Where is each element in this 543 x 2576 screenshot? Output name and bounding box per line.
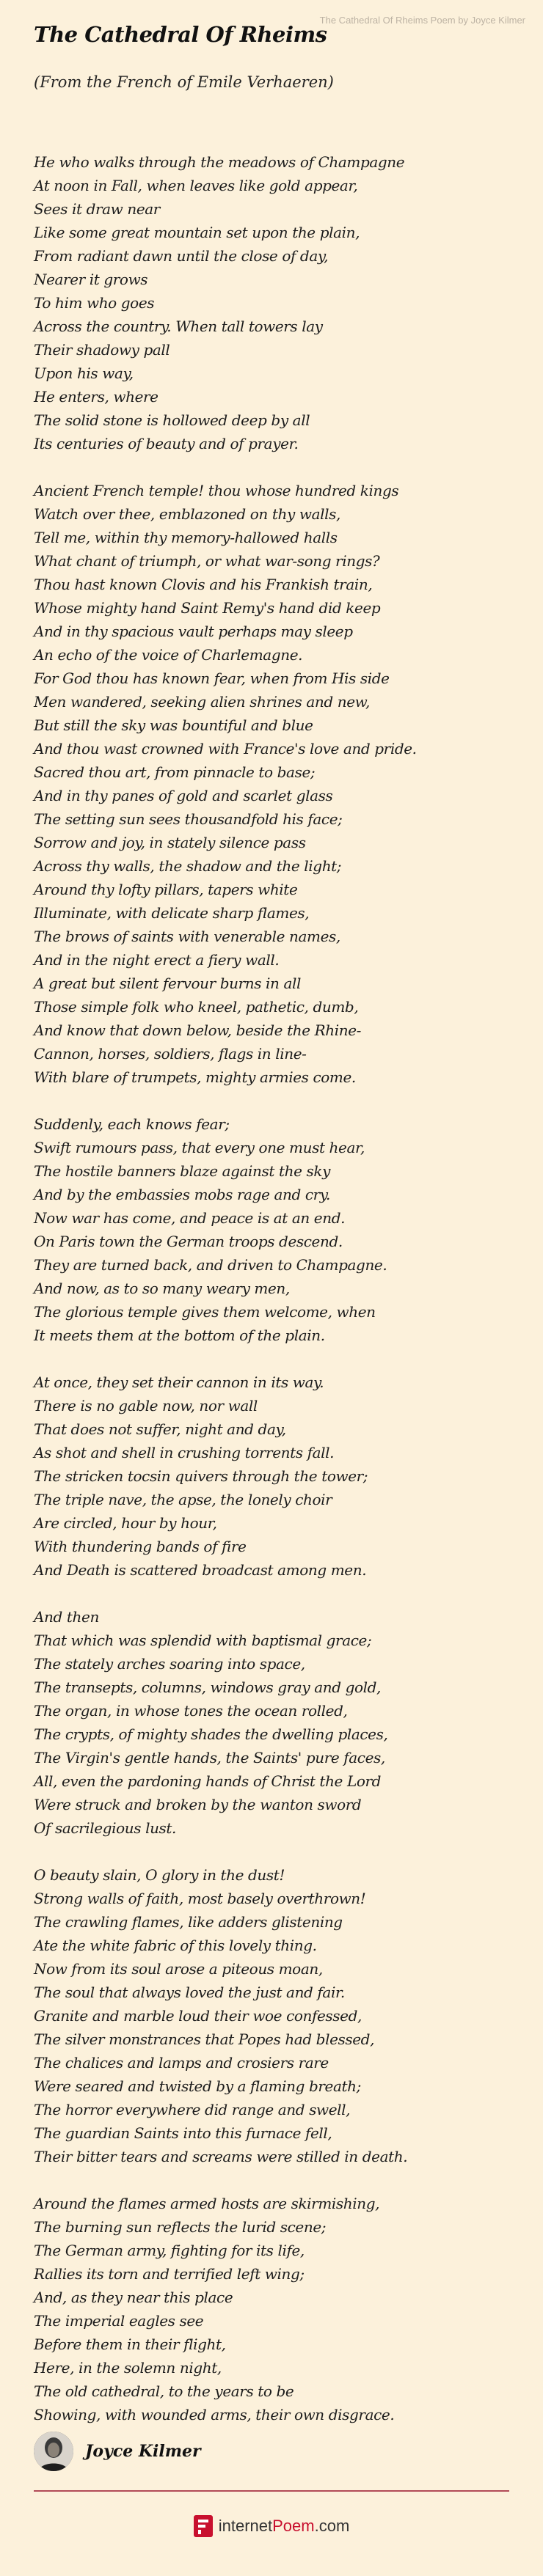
poem-line: Now from its soul arose a piteous moan, — [34, 1960, 323, 1978]
poem-line: The German army, fighting for its life, — [34, 2242, 305, 2259]
poem-line: From radiant dawn until the close of day, — [34, 247, 329, 265]
poem-line: And in thy panes of gold and scarlet glass — [34, 787, 333, 804]
poem-line: Upon his way, — [34, 364, 134, 382]
poem-line: An echo of the voice of Charlemagne. — [34, 646, 303, 664]
poem-line: And know that down below, beside the Rhine- — [34, 1021, 361, 1039]
poem-line: The old cathedral, to the years to be — [34, 2382, 294, 2400]
footer-divider — [34, 2490, 509, 2492]
poem-line: Around the flames armed hosts are skirmishing, — [34, 2195, 380, 2212]
poem-stanza — [34, 1605, 518, 1840]
poem-line: Illuminate, with delicate sharp flames, — [34, 904, 310, 922]
page-meta-title: The Cathedral Of Rheims Poem by Joyce Kilmer — [319, 15, 525, 26]
author-avatar[interactable] — [34, 2432, 73, 2471]
author-name[interactable]: Joyce Kilmer — [85, 2442, 201, 2461]
poem-line: Sees it draw near — [34, 200, 160, 218]
poem-line: And in the night erect a fiery wall. — [34, 951, 280, 969]
poem-line: The soul that always loved the just and fair. — [34, 1984, 345, 2001]
poem-line: Across the country. When tall towers lay — [34, 318, 323, 335]
poem-stanza — [34, 2192, 518, 2426]
poem-line: Ate the white fabric of this lovely thing. — [34, 1937, 317, 1954]
poem-line: The transepts, columns, windows gray and gold, — [34, 1678, 381, 1696]
poem-line: Were struck and broken by the wanton sword — [34, 1796, 362, 1813]
brand-suffix: .com — [314, 2517, 350, 2535]
poem-line: He who walks through the meadows of Champagne — [34, 153, 405, 171]
poem-line: Their bitter tears and screams were stilled in death. — [34, 2148, 408, 2165]
poem-line: The silver monstrances that Popes had blessed, — [34, 2030, 375, 2048]
poem-line: The triple nave, the apse, the lonely choir — [34, 1491, 332, 1508]
poem-line: A great but silent fervour burns in all — [34, 975, 301, 992]
poem-line: The stricken tocsin quivers through the tower; — [34, 1467, 368, 1485]
author-portrait-icon — [34, 2432, 73, 2471]
poem-line: The hostile banners blaze against the sky — [34, 1162, 330, 1180]
poem-line: The chalices and lamps and crosiers rare — [34, 2054, 329, 2072]
poem-line: The crawling flames, like adders glistening — [34, 1913, 343, 1931]
poem-line: All, even the pardoning hands of Christ the Lord — [34, 1772, 382, 1790]
poem-line: Were seared and twisted by a flaming breath; — [34, 2077, 361, 2095]
poem-line: At once, they set their cannon in its way. — [34, 1373, 324, 1391]
poem-line: There is no gable now, nor wall — [34, 1397, 258, 1414]
poem-line: As shot and shell in crushing torrents fall. — [34, 1444, 335, 1461]
poem-line: On Paris town the German troops descend. — [34, 1233, 343, 1250]
poem-line: Rallies its torn and terrified left wing; — [34, 2265, 305, 2283]
poem-line: But still the sky was bountiful and blue — [34, 716, 313, 734]
poem-title: The Cathedral Of Rheims — [34, 22, 327, 47]
poem-line: Those simple folk who kneel, pathetic, dumb, — [34, 998, 359, 1016]
poem-line: O beauty slain, O glory in the dust! — [34, 1866, 285, 1884]
poem-line: That which was splendid with baptismal grace; — [34, 1632, 372, 1649]
poem-line: And Death is scattered broadcast among men. — [34, 1561, 367, 1579]
poem-line: Thou hast known Clovis and his Frankish train, — [34, 576, 373, 593]
poem-line: Showing, with wounded arms, their own disgrace. — [34, 2406, 395, 2423]
site-brand[interactable] — [0, 2515, 543, 2537]
poem-line: Suddenly, each knows fear; — [34, 1115, 230, 1133]
poem-line: Here, in the solemn night, — [34, 2359, 222, 2377]
poem-line: Tell me, within thy memory-hallowed halls — [34, 529, 338, 546]
poem-line: And thou wast crowned with France's love and pride. — [34, 740, 417, 757]
poem-line: Its centuries of beauty and of prayer. — [34, 435, 299, 452]
poem-line: The solid stone is hollowed deep by all — [34, 411, 310, 429]
poem-line: The imperial eagles see — [34, 2312, 204, 2330]
poem-line: The organ, in whose tones the ocean rolled, — [34, 1702, 348, 1720]
poem-line: Now war has come, and peace is at an end. — [34, 1209, 346, 1227]
poem-line: For God thou has known fear, when from His side — [34, 669, 390, 687]
poem-line: And in thy spacious vault perhaps may sleep — [34, 623, 353, 640]
poem-line: That does not suffer, night and day, — [34, 1420, 286, 1438]
poem-line: Swift rumours pass, that every one must hear, — [34, 1139, 365, 1156]
poem-line: At noon in Fall, when leaves like gold appear, — [34, 177, 358, 194]
poem-line: What chant of triumph, or what war-song rings? — [34, 552, 380, 570]
site-brand-name[interactable] — [219, 2517, 350, 2536]
poem-line: The horror everywhere did range and swell, — [34, 2101, 351, 2118]
poem-line: Cannon, horses, soldiers, flags in line- — [34, 1045, 307, 1063]
poem-line: Nearer it grows — [34, 271, 148, 288]
poem-stanza — [34, 1112, 518, 1347]
poem-line: Around thy lofty pillars, tapers white — [34, 881, 298, 898]
poem-subtitle: (From the French of Emile Verhaeren) — [34, 73, 334, 91]
poem-line: And by the embassies mobs rage and cry. — [34, 1186, 330, 1203]
poem-body — [34, 150, 518, 2450]
poem-line: And now, as to so many weary men, — [34, 1280, 290, 1297]
internetpoem-logo-icon — [194, 2515, 213, 2537]
poem-line: To him who goes — [34, 294, 155, 312]
poem-line: Sacred thou art, from pinnacle to base; — [34, 763, 316, 781]
poem-line: The brows of saints with venerable names, — [34, 928, 340, 945]
poem-line: And, as they near this place — [34, 2289, 233, 2306]
poem-line: The stately arches soaring into space, — [34, 1655, 305, 1673]
poem-line: Strong walls of faith, most basely overthrown! — [34, 1890, 366, 1907]
brand-highlight: Poem — [272, 2517, 315, 2535]
poem-line: Men wandered, seeking alien shrines and new, — [34, 693, 370, 711]
brand-prefix: internet — [218, 2517, 273, 2535]
poem-line: Ancient French temple! thou whose hundred kings — [34, 482, 399, 499]
poem-line: Whose mighty hand Saint Remy's hand did keep — [34, 599, 381, 617]
poem-line: With thundering bands of fire — [34, 1538, 247, 1555]
author-block[interactable] — [34, 2432, 201, 2471]
poem-line: Of sacrilegious lust. — [34, 1819, 177, 1837]
poem-line: Granite and marble loud their woe confessed, — [34, 2007, 362, 2025]
poem-line: Like some great mountain set upon the plain, — [34, 224, 360, 241]
poem-stanza — [34, 479, 518, 1089]
poem-line: The guardian Saints into this furnace fell, — [34, 2124, 332, 2142]
poem-stanza — [34, 1863, 518, 2168]
poem-line: The setting sun sees thousandfold his face; — [34, 810, 343, 828]
poem-line: Are circled, hour by hour, — [34, 1514, 217, 1532]
poem-line: The crypts, of mighty shades the dwelling places, — [34, 1725, 388, 1743]
poem-line: He enters, where — [34, 388, 158, 406]
poem-line: They are turned back, and driven to Champagne. — [34, 1256, 387, 1274]
poem-line: With blare of trumpets, mighty armies come. — [34, 1068, 356, 1086]
poem-line: Watch over thee, emblazoned on thy walls, — [34, 505, 340, 523]
poem-stanza — [34, 150, 518, 455]
poem-line: And then — [34, 1608, 99, 1626]
poem-line: Across thy walls, the shadow and the light; — [34, 857, 342, 875]
poem-line: Sorrow and joy, in stately silence pass — [34, 834, 306, 851]
poem-line: The glorious temple gives them welcome, when — [34, 1303, 376, 1321]
poem-line: The burning sun reflects the lurid scene; — [34, 2218, 327, 2236]
poem-line: Before them in their flight, — [34, 2335, 226, 2353]
poem-line: It meets them at the bottom of the plain. — [34, 1326, 325, 1344]
poem-line: The Virgin's gentle hands, the Saints' pure faces, — [34, 1749, 385, 1766]
poem-line: Their shadowy pall — [34, 341, 170, 359]
poem-stanza — [34, 1370, 518, 1582]
